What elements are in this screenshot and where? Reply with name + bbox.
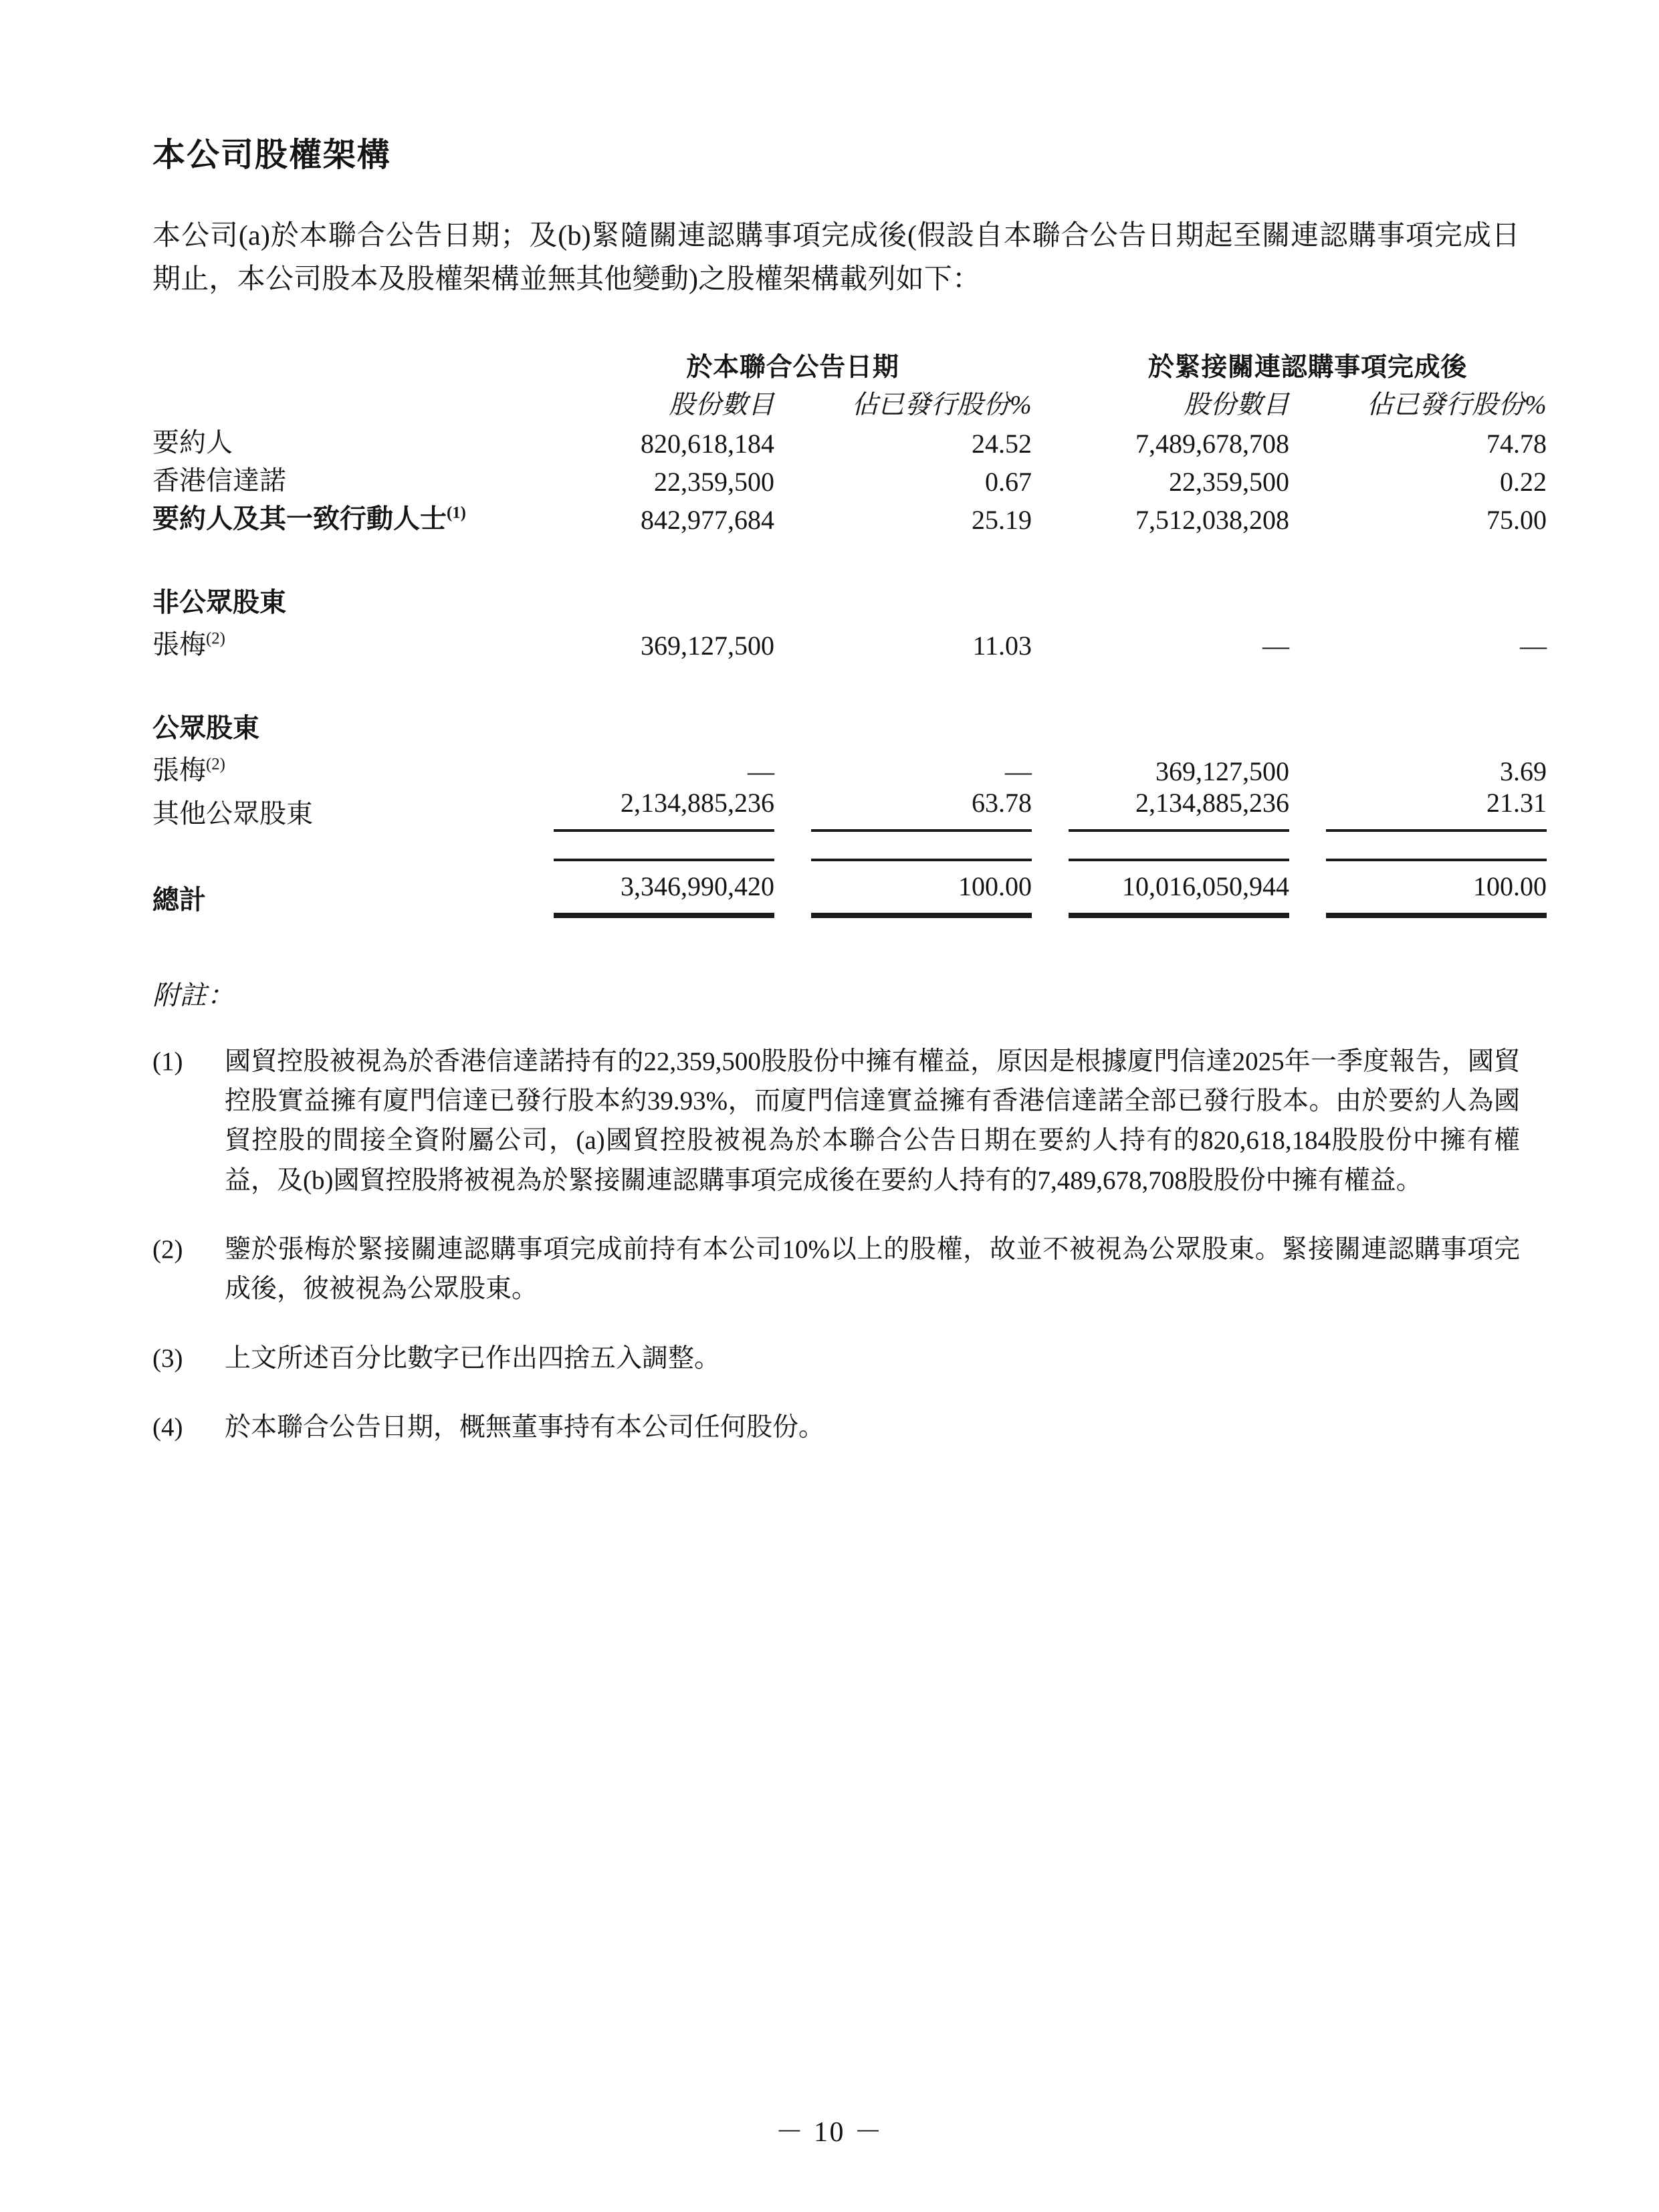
row-value: 820,618,184 xyxy=(641,428,774,459)
table-header xyxy=(152,346,1547,421)
row-label: 其他公眾股東 xyxy=(152,798,313,828)
row-value: 22,359,500 xyxy=(654,466,774,497)
note-marker: (2) xyxy=(152,1234,183,1264)
row-value: 25.19 xyxy=(972,504,1032,535)
row-label: 要約人 xyxy=(152,427,233,457)
sub-header-shares-2: 股份數目 xyxy=(1184,390,1290,419)
note-item xyxy=(152,1408,1520,1447)
row-spacer xyxy=(152,661,1547,703)
note-item xyxy=(152,1339,1520,1378)
row-value: 74.78 xyxy=(1486,428,1547,459)
total-value: 10,016,050,944 xyxy=(1069,860,1289,917)
row-value: — xyxy=(1520,630,1547,661)
section-label: 非公眾股東 xyxy=(152,586,286,617)
intro-paragraph: 本公司(a)於本聯合公告日期；及(b)緊隨關連認購事項完成後(假設自本聯合公告日期起至關連認購事項完成日期止，本公司股本及股權架構並無其他變動)之股權架構載列如下： xyxy=(152,220,1520,296)
note-text: 上文所述百分比數字已作出四捨五入調整。 xyxy=(225,1343,721,1373)
table-row xyxy=(152,787,1547,831)
row-label: 要約人及其一致行動人士$^{(1)}$ xyxy=(152,503,466,534)
table-row xyxy=(152,749,1547,787)
row-label: 張梅$^{(2)}$ xyxy=(152,629,225,659)
section-header-non-public xyxy=(152,577,1547,623)
note-marker: (4) xyxy=(152,1412,183,1442)
footnote-ref: (1) xyxy=(447,504,466,522)
sub-header-percent-2: 佔已發行股份% xyxy=(1366,390,1547,419)
group-header-after-completion: 於緊接關連認購事項完成後 xyxy=(1147,352,1468,382)
row-value: 2,134,885,236 xyxy=(554,787,774,831)
note-text: 鑒於張梅於緊接關連認購事項完成前持有本公司10%以上的股權，故並不被視為公眾股東。緊接關連認購事項完成後，彼被視為公眾股東。 xyxy=(225,1234,1520,1304)
row-value: 3.69 xyxy=(1500,756,1547,786)
total-label: 總計 xyxy=(152,884,206,915)
row-value: — xyxy=(1005,756,1032,786)
sub-header-percent-1: 佔已發行股份% xyxy=(851,390,1032,419)
row-value: 24.52 xyxy=(972,428,1032,459)
row-value: 842,977,684 xyxy=(641,504,774,535)
row-value: 63.78 xyxy=(811,787,1032,831)
table-row xyxy=(152,459,1547,497)
group-header-as-of-announcement: 於本聯合公告日期 xyxy=(686,352,899,382)
row-value: 22,359,500 xyxy=(1169,466,1290,497)
table-row xyxy=(152,623,1547,661)
total-value: 100.00 xyxy=(811,860,1032,917)
shareholding-table xyxy=(152,346,1547,918)
row-value: 21.31 xyxy=(1326,787,1547,831)
total-value: 3,346,990,420 xyxy=(554,860,774,917)
row-value: 369,127,500 xyxy=(1155,756,1290,786)
table-sub-header-row xyxy=(152,384,1547,421)
section-label: 公眾股東 xyxy=(152,712,259,743)
row-value: 7,489,678,708 xyxy=(1135,428,1290,459)
table-row xyxy=(152,497,1547,536)
row-value: — xyxy=(748,756,774,786)
table-row xyxy=(152,421,1547,459)
row-value: 11.03 xyxy=(972,630,1032,661)
table-group-header-row xyxy=(152,346,1547,384)
table-total-row xyxy=(152,860,1547,917)
note-marker: (3) xyxy=(152,1343,183,1373)
notes-title: 附註： xyxy=(152,980,235,1010)
row-value: 0.22 xyxy=(1500,466,1547,497)
note-item xyxy=(152,1230,1520,1309)
note-marker: (1) xyxy=(152,1046,183,1076)
note-item xyxy=(152,1042,1520,1200)
row-value: 0.67 xyxy=(985,466,1032,497)
footnote-ref: (2) xyxy=(206,755,225,774)
row-label: 張梅$^{(2)}$ xyxy=(152,754,225,785)
row-value: 2,134,885,236 xyxy=(1069,787,1289,831)
section-header-public xyxy=(152,703,1547,749)
row-value: 7,512,038,208 xyxy=(1135,504,1290,535)
row-value: 75.00 xyxy=(1486,504,1547,535)
row-spacer xyxy=(152,831,1547,860)
page-title: 本公司股權架構 xyxy=(152,136,391,173)
row-value: — xyxy=(1262,630,1290,661)
footnote-ref: (2) xyxy=(206,629,225,648)
page-content xyxy=(152,0,1547,1447)
table-body xyxy=(152,421,1547,917)
page-number: － 10 － xyxy=(775,2117,884,2148)
row-spacer xyxy=(152,536,1547,577)
row-label: 香港信達諾 xyxy=(152,465,286,495)
total-value: 100.00 xyxy=(1326,860,1547,917)
note-text: 於本聯合公告日期，概無董事持有本公司任何股份。 xyxy=(225,1412,825,1442)
note-text: 國貿控股被視為於香港信達諾持有的22,359,500股股份中擁有權益，原因是根據廈門信達2025年一季度報告，國貿控股實益擁有廈門信達已發行股本約39.93%，而廈門信達實益擁有香港信達諾全部已發行股本。由於要約人為國貿控股的間接全資附屬公司，(a)國貿控股被視為於本聯合公告日期在要約人持有的820,618,184股股份中擁有權益，及(b)國貿控股將被視為於緊接關連認購事項完成後在要約人持有的7,489,678,708股股份中擁有權益。 xyxy=(225,1046,1520,1195)
sub-header-shares-1: 股份數目 xyxy=(669,390,774,419)
row-value: 369,127,500 xyxy=(641,630,774,661)
